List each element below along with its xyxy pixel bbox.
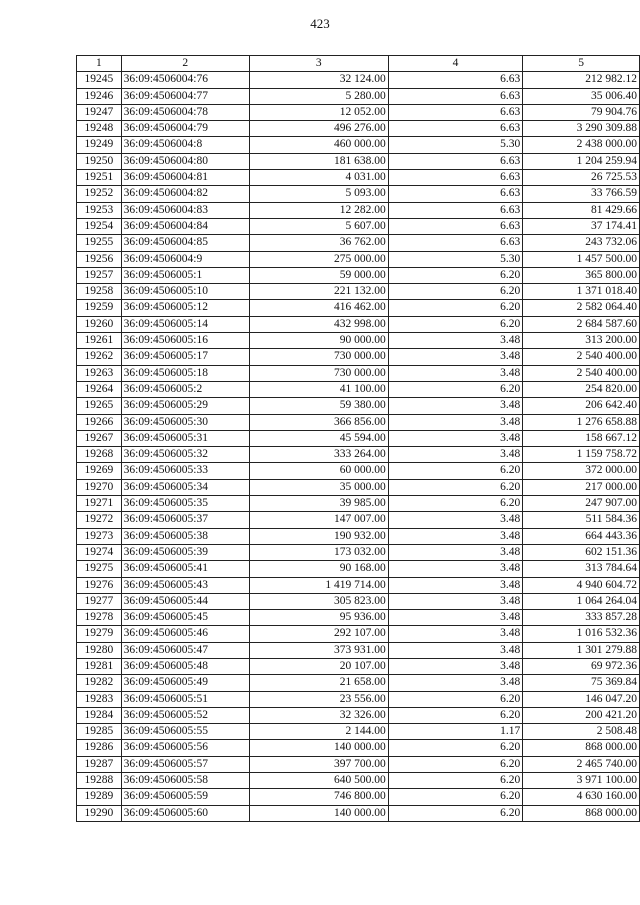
table-row: [77, 463, 640, 479]
area-cell: 90 168.00: [249, 561, 388, 577]
rate-cell: 3.48: [388, 626, 523, 642]
row-number-cell: 19284: [77, 707, 122, 723]
rate-cell: 6.63: [388, 202, 523, 218]
table-body: [77, 72, 640, 822]
area-cell: 730 000.00: [249, 349, 388, 365]
cadastral-number-cell: 36:09:4506005:51: [121, 691, 249, 707]
value-cell: 1 371 018.40: [523, 284, 640, 300]
row-number-cell: 19289: [77, 789, 122, 805]
area-cell: 59 000.00: [249, 267, 388, 283]
cadastral-number-cell: 36:09:4506005:14: [121, 316, 249, 332]
cadastral-number-cell: 36:09:4506004:79: [121, 121, 249, 137]
cadastral-number-cell: 36:09:4506005:41: [121, 561, 249, 577]
rate-cell: 6.20: [388, 707, 523, 723]
rate-cell: 6.63: [388, 218, 523, 234]
value-cell: 3 290 309.88: [523, 121, 640, 137]
row-number-cell: 19262: [77, 349, 122, 365]
value-cell: 3 971 100.00: [523, 773, 640, 789]
cadastral-number-cell: 36:09:4506005:29: [121, 398, 249, 414]
row-number-cell: 19266: [77, 414, 122, 430]
area-cell: 5 607.00: [249, 218, 388, 234]
area-cell: 5 280.00: [249, 88, 388, 104]
area-cell: 140 000.00: [249, 740, 388, 756]
rate-cell: 6.20: [388, 316, 523, 332]
value-cell: 2 540 400.00: [523, 365, 640, 381]
value-cell: 2 438 000.00: [523, 137, 640, 153]
cadastral-number-cell: 36:09:4506005:44: [121, 593, 249, 609]
area-cell: 1 419 714.00: [249, 577, 388, 593]
row-number-cell: 19255: [77, 235, 122, 251]
cadastral-number-cell: 36:09:4506005:56: [121, 740, 249, 756]
table-row: [77, 805, 640, 821]
table-row: [77, 756, 640, 772]
rate-cell: 6.20: [388, 496, 523, 512]
value-cell: 75 369.84: [523, 675, 640, 691]
cadastral-number-cell: 36:09:4506004:80: [121, 153, 249, 169]
table-row: [77, 561, 640, 577]
table-row: [77, 235, 640, 251]
table-row: [77, 153, 640, 169]
cadastral-number-cell: 36:09:4506005:32: [121, 447, 249, 463]
area-cell: 23 556.00: [249, 691, 388, 707]
row-number-cell: 19281: [77, 658, 122, 674]
table-row: [77, 528, 640, 544]
cadastral-number-cell: 36:09:4506005:12: [121, 300, 249, 316]
row-number-cell: 19246: [77, 88, 122, 104]
row-number-cell: 19258: [77, 284, 122, 300]
table-row: [77, 251, 640, 267]
row-number-cell: 19279: [77, 626, 122, 642]
table-row: [77, 121, 640, 137]
value-cell: 206 642.40: [523, 398, 640, 414]
cadastral-number-cell: 36:09:4506005:47: [121, 642, 249, 658]
column-header-4: 4: [388, 56, 523, 72]
table-row: [77, 381, 640, 397]
rate-cell: 6.63: [388, 104, 523, 120]
cadastral-number-cell: 36:09:4506005:49: [121, 675, 249, 691]
cadastral-number-cell: 36:09:4506005:10: [121, 284, 249, 300]
area-cell: 181 638.00: [249, 153, 388, 169]
value-cell: 1 016 532.36: [523, 626, 640, 642]
table-row: [77, 170, 640, 186]
value-cell: 1 276 658.88: [523, 414, 640, 430]
value-cell: 1 159 758.72: [523, 447, 640, 463]
table-row: [77, 186, 640, 202]
rate-cell: 3.48: [388, 642, 523, 658]
cadastral-number-cell: 36:09:4506005:43: [121, 577, 249, 593]
rate-cell: 6.20: [388, 267, 523, 283]
value-cell: 69 972.36: [523, 658, 640, 674]
table-row: [77, 202, 640, 218]
row-number-cell: 19280: [77, 642, 122, 658]
area-cell: 12 282.00: [249, 202, 388, 218]
row-number-cell: 19252: [77, 186, 122, 202]
value-cell: 868 000.00: [523, 805, 640, 821]
area-cell: 21 658.00: [249, 675, 388, 691]
row-number-cell: 19251: [77, 170, 122, 186]
rate-cell: 6.20: [388, 284, 523, 300]
value-cell: 247 907.00: [523, 496, 640, 512]
area-cell: 333 264.00: [249, 447, 388, 463]
area-cell: 275 000.00: [249, 251, 388, 267]
area-cell: 147 007.00: [249, 512, 388, 528]
table-row: [77, 658, 640, 674]
table-row: [77, 414, 640, 430]
value-cell: 1 204 259.94: [523, 153, 640, 169]
table-row: [77, 349, 640, 365]
value-cell: 2 508.48: [523, 724, 640, 740]
rate-cell: 6.20: [388, 691, 523, 707]
value-cell: 254 820.00: [523, 381, 640, 397]
row-number-cell: 19277: [77, 593, 122, 609]
area-cell: 397 700.00: [249, 756, 388, 772]
cadastral-number-cell: 36:09:4506005:45: [121, 610, 249, 626]
rate-cell: 6.63: [388, 121, 523, 137]
rate-cell: 6.20: [388, 773, 523, 789]
table-row: [77, 398, 640, 414]
row-number-cell: 19275: [77, 561, 122, 577]
page-number: 423: [310, 16, 330, 31]
row-number-cell: 19263: [77, 365, 122, 381]
row-number-cell: 19257: [77, 267, 122, 283]
area-cell: 366 856.00: [249, 414, 388, 430]
row-number-cell: 19247: [77, 104, 122, 120]
area-cell: 20 107.00: [249, 658, 388, 674]
table-row: [77, 104, 640, 120]
rate-cell: 5.30: [388, 137, 523, 153]
table-row: [77, 724, 640, 740]
rate-cell: 6.63: [388, 88, 523, 104]
rate-cell: 6.63: [388, 170, 523, 186]
value-cell: 1 457 500.00: [523, 251, 640, 267]
area-cell: 4 031.00: [249, 170, 388, 186]
value-cell: 664 443.36: [523, 528, 640, 544]
area-cell: 41 100.00: [249, 381, 388, 397]
area-cell: 39 985.00: [249, 496, 388, 512]
value-cell: 35 006.40: [523, 88, 640, 104]
row-number-cell: 19283: [77, 691, 122, 707]
row-number-cell: 19287: [77, 756, 122, 772]
table-row: [77, 626, 640, 642]
rate-cell: 3.48: [388, 512, 523, 528]
cadastral-number-cell: 36:09:4506004:82: [121, 186, 249, 202]
row-number-cell: 19290: [77, 805, 122, 821]
row-number-cell: 19268: [77, 447, 122, 463]
rate-cell: 6.20: [388, 740, 523, 756]
table-row: [77, 512, 640, 528]
cadastral-number-cell: 36:09:4506004:84: [121, 218, 249, 234]
row-number-cell: 19250: [77, 153, 122, 169]
cadastral-number-cell: 36:09:4506005:17: [121, 349, 249, 365]
rate-cell: 6.20: [388, 756, 523, 772]
table-row: [77, 316, 640, 332]
area-cell: 460 000.00: [249, 137, 388, 153]
cadastral-number-cell: 36:09:4506005:57: [121, 756, 249, 772]
area-cell: 305 823.00: [249, 593, 388, 609]
cadastral-number-cell: 36:09:4506005:18: [121, 365, 249, 381]
rate-cell: 5.30: [388, 251, 523, 267]
cadastral-number-cell: 36:09:4506005:31: [121, 430, 249, 446]
table-row: [77, 610, 640, 626]
rate-cell: 3.48: [388, 398, 523, 414]
cadastral-number-cell: 36:09:4506004:83: [121, 202, 249, 218]
rate-cell: 3.48: [388, 658, 523, 674]
area-cell: 292 107.00: [249, 626, 388, 642]
area-cell: 416 462.00: [249, 300, 388, 316]
rate-cell: 6.63: [388, 235, 523, 251]
table-row: [77, 675, 640, 691]
area-cell: 60 000.00: [249, 463, 388, 479]
value-cell: 511 584.36: [523, 512, 640, 528]
row-number-cell: 19261: [77, 333, 122, 349]
table-row: [77, 88, 640, 104]
area-cell: 2 144.00: [249, 724, 388, 740]
cadastral-number-cell: 36:09:4506005:34: [121, 479, 249, 495]
value-cell: 217 000.00: [523, 479, 640, 495]
area-cell: 190 932.00: [249, 528, 388, 544]
cadastral-number-cell: 36:09:4506004:78: [121, 104, 249, 120]
table-row: [77, 496, 640, 512]
column-header-5: 5: [523, 56, 640, 72]
area-cell: 36 762.00: [249, 235, 388, 251]
row-number-cell: 19288: [77, 773, 122, 789]
value-cell: 37 174.41: [523, 218, 640, 234]
cadastral-number-cell: 36:09:4506005:39: [121, 544, 249, 560]
rate-cell: 3.48: [388, 593, 523, 609]
row-number-cell: 19256: [77, 251, 122, 267]
rate-cell: 3.48: [388, 349, 523, 365]
rate-cell: 3.48: [388, 414, 523, 430]
row-number-cell: 19285: [77, 724, 122, 740]
row-number-cell: 19249: [77, 137, 122, 153]
value-cell: 200 421.20: [523, 707, 640, 723]
row-number-cell: 19260: [77, 316, 122, 332]
row-number-cell: 19276: [77, 577, 122, 593]
value-cell: 79 904.76: [523, 104, 640, 120]
cadastral-number-cell: 36:09:4506005:33: [121, 463, 249, 479]
area-cell: 140 000.00: [249, 805, 388, 821]
table-row: [77, 642, 640, 658]
row-number-cell: 19270: [77, 479, 122, 495]
area-cell: 32 326.00: [249, 707, 388, 723]
value-cell: 26 725.53: [523, 170, 640, 186]
data-table: [76, 55, 640, 822]
rate-cell: 3.48: [388, 430, 523, 446]
value-cell: 33 766.59: [523, 186, 640, 202]
cadastral-number-cell: 36:09:4506005:35: [121, 496, 249, 512]
table-row: [77, 365, 640, 381]
table-row: [77, 544, 640, 560]
rate-cell: 6.63: [388, 153, 523, 169]
cadastral-number-cell: 36:09:4506005:55: [121, 724, 249, 740]
table-row: [77, 430, 640, 446]
value-cell: 1 064 264.04: [523, 593, 640, 609]
rate-cell: 3.48: [388, 528, 523, 544]
row-number-cell: 19254: [77, 218, 122, 234]
area-cell: 432 998.00: [249, 316, 388, 332]
value-cell: 2 465 740.00: [523, 756, 640, 772]
value-cell: 868 000.00: [523, 740, 640, 756]
cadastral-number-cell: 36:09:4506004:8: [121, 137, 249, 153]
area-cell: 90 000.00: [249, 333, 388, 349]
row-number-cell: 19271: [77, 496, 122, 512]
table-row: [77, 300, 640, 316]
area-cell: 5 093.00: [249, 186, 388, 202]
area-cell: 32 124.00: [249, 72, 388, 88]
rate-cell: 6.20: [388, 300, 523, 316]
table-row: [77, 137, 640, 153]
row-number-cell: 19274: [77, 544, 122, 560]
table-row: [77, 740, 640, 756]
rate-cell: 1.17: [388, 724, 523, 740]
column-header-1: 1: [77, 56, 122, 72]
area-cell: 95 936.00: [249, 610, 388, 626]
cadastral-number-cell: 36:09:4506005:48: [121, 658, 249, 674]
rate-cell: 3.48: [388, 675, 523, 691]
cadastral-number-cell: 36:09:4506005:38: [121, 528, 249, 544]
row-number-cell: 19259: [77, 300, 122, 316]
value-cell: 4 940 604.72: [523, 577, 640, 593]
cadastral-number-cell: 36:09:4506005:30: [121, 414, 249, 430]
rate-cell: 6.63: [388, 186, 523, 202]
row-number-cell: 19264: [77, 381, 122, 397]
cadastral-number-cell: 36:09:4506004:9: [121, 251, 249, 267]
table-header-row: [77, 56, 640, 72]
rate-cell: 6.20: [388, 789, 523, 805]
value-cell: 602 151.36: [523, 544, 640, 560]
table-row: [77, 789, 640, 805]
row-number-cell: 19269: [77, 463, 122, 479]
value-cell: 2 684 587.60: [523, 316, 640, 332]
value-cell: 333 857.28: [523, 610, 640, 626]
cadastral-number-cell: 36:09:4506004:77: [121, 88, 249, 104]
cadastral-number-cell: 36:09:4506005:37: [121, 512, 249, 528]
table-row: [77, 691, 640, 707]
rate-cell: 6.20: [388, 479, 523, 495]
rate-cell: 3.48: [388, 365, 523, 381]
area-cell: 640 500.00: [249, 773, 388, 789]
value-cell: 313 784.64: [523, 561, 640, 577]
row-number-cell: 19267: [77, 430, 122, 446]
row-number-cell: 19273: [77, 528, 122, 544]
area-cell: 35 000.00: [249, 479, 388, 495]
rate-cell: 3.48: [388, 333, 523, 349]
rate-cell: 6.20: [388, 463, 523, 479]
value-cell: 365 800.00: [523, 267, 640, 283]
rate-cell: 6.20: [388, 381, 523, 397]
table-row: [77, 479, 640, 495]
cadastral-number-cell: 36:09:4506005:46: [121, 626, 249, 642]
table-row: [77, 773, 640, 789]
rate-cell: 3.48: [388, 577, 523, 593]
area-cell: 173 032.00: [249, 544, 388, 560]
rate-cell: 3.48: [388, 544, 523, 560]
cadastral-number-cell: 36:09:4506004:81: [121, 170, 249, 186]
cadastral-number-cell: 36:09:4506005:58: [121, 773, 249, 789]
cadastral-number-cell: 36:09:4506005:59: [121, 789, 249, 805]
rate-cell: 6.63: [388, 72, 523, 88]
value-cell: 372 000.00: [523, 463, 640, 479]
table-row: [77, 593, 640, 609]
cadastral-number-cell: 36:09:4506005:52: [121, 707, 249, 723]
cadastral-number-cell: 36:09:4506005:2: [121, 381, 249, 397]
column-header-2: 2: [121, 56, 249, 72]
table-row: [77, 333, 640, 349]
cadastral-number-cell: 36:09:4506005:16: [121, 333, 249, 349]
area-cell: 746 800.00: [249, 789, 388, 805]
area-cell: 496 276.00: [249, 121, 388, 137]
value-cell: 2 540 400.00: [523, 349, 640, 365]
rate-cell: 6.20: [388, 805, 523, 821]
table-row: [77, 707, 640, 723]
rate-cell: 3.48: [388, 610, 523, 626]
value-cell: 81 429.66: [523, 202, 640, 218]
table-row: [77, 267, 640, 283]
cadastral-number-cell: 36:09:4506004:85: [121, 235, 249, 251]
table-row: [77, 218, 640, 234]
value-cell: 146 047.20: [523, 691, 640, 707]
value-cell: 2 582 064.40: [523, 300, 640, 316]
value-cell: 158 667.12: [523, 430, 640, 446]
table-row: [77, 72, 640, 88]
cadastral-number-cell: 36:09:4506005:60: [121, 805, 249, 821]
area-cell: 373 931.00: [249, 642, 388, 658]
area-cell: 45 594.00: [249, 430, 388, 446]
row-number-cell: 19278: [77, 610, 122, 626]
table-row: [77, 577, 640, 593]
row-number-cell: 19286: [77, 740, 122, 756]
column-header-3: 3: [249, 56, 388, 72]
value-cell: 4 630 160.00: [523, 789, 640, 805]
row-number-cell: 19265: [77, 398, 122, 414]
rate-cell: 3.48: [388, 447, 523, 463]
area-cell: 12 052.00: [249, 104, 388, 120]
value-cell: 1 301 279.88: [523, 642, 640, 658]
row-number-cell: 19248: [77, 121, 122, 137]
rate-cell: 3.48: [388, 561, 523, 577]
value-cell: 212 982.12: [523, 72, 640, 88]
area-cell: 59 380.00: [249, 398, 388, 414]
value-cell: 243 732.06: [523, 235, 640, 251]
table-row: [77, 447, 640, 463]
cadastral-number-cell: 36:09:4506004:76: [121, 72, 249, 88]
area-cell: 221 132.00: [249, 284, 388, 300]
cadastral-number-cell: 36:09:4506005:1: [121, 267, 249, 283]
value-cell: 313 200.00: [523, 333, 640, 349]
row-number-cell: 19245: [77, 72, 122, 88]
row-number-cell: 19253: [77, 202, 122, 218]
table-row: [77, 284, 640, 300]
row-number-cell: 19282: [77, 675, 122, 691]
row-number-cell: 19272: [77, 512, 122, 528]
area-cell: 730 000.00: [249, 365, 388, 381]
